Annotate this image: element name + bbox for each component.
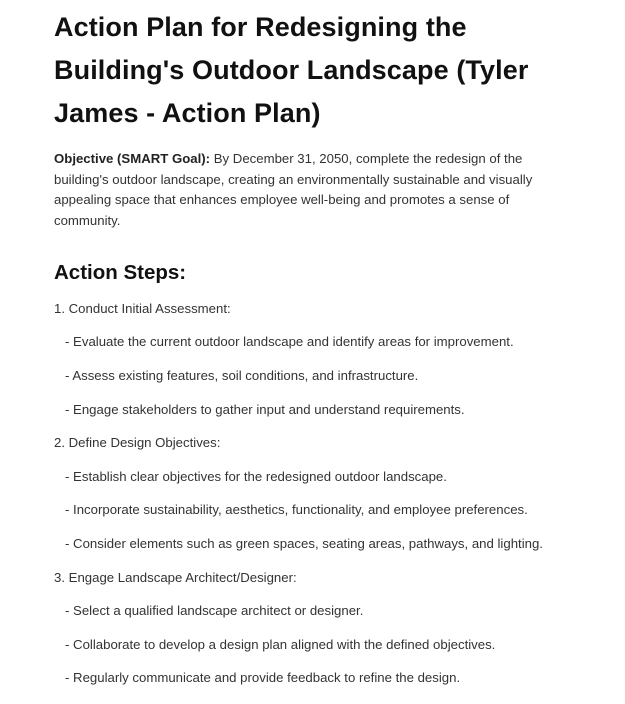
objective-text: By December 31, 2050, complete the redesign of the building's outdoor landscape, creating an environmentally sustainable and visually appealing space that enhances employee well-being and promotes a sense of community. <box>54 151 533 229</box>
step-item: - Assess existing features, soil conditions, and infrastructure. <box>65 368 419 383</box>
document-page <box>54 0 574 704</box>
step-item: - Incorporate sustainability, aesthetics, functionality, and employee preferences. <box>65 502 528 518</box>
action-steps-list <box>54 301 574 687</box>
step-item: - Consider elements such as green spaces, seating areas, pathways, and lighting. <box>65 535 543 551</box>
step-item: - Select a qualified landscape architect or designer. <box>65 603 364 619</box>
step-item: - Engage stakeholders to gather input and understand requirements. <box>65 401 465 417</box>
step-title: 3. Engage Landscape Architect/Designer: <box>54 569 297 585</box>
step-title: 2. Define Design Objectives: <box>54 435 221 451</box>
step-item: - Evaluate the current outdoor landscape and identify areas for improvement. <box>65 334 514 350</box>
objective-paragraph <box>54 149 574 232</box>
step-title: 1. Conduct Initial Assessment: <box>54 300 231 316</box>
step-item: - Regularly communicate and provide feedback to refine the design. <box>65 670 461 686</box>
objective-label: Objective (SMART Goal): <box>54 151 211 166</box>
step-item: - Collaborate to develop a design plan aligned with the defined objectives. <box>65 636 496 652</box>
step-item: - Establish clear objectives for the redesigned outdoor landscape. <box>65 468 447 484</box>
action-steps-heading: Action Steps: <box>54 260 187 284</box>
page-title: Action Plan for Redesigning the Building's Outdoor Landscape (Tyler James - Action Plan) <box>54 12 529 128</box>
